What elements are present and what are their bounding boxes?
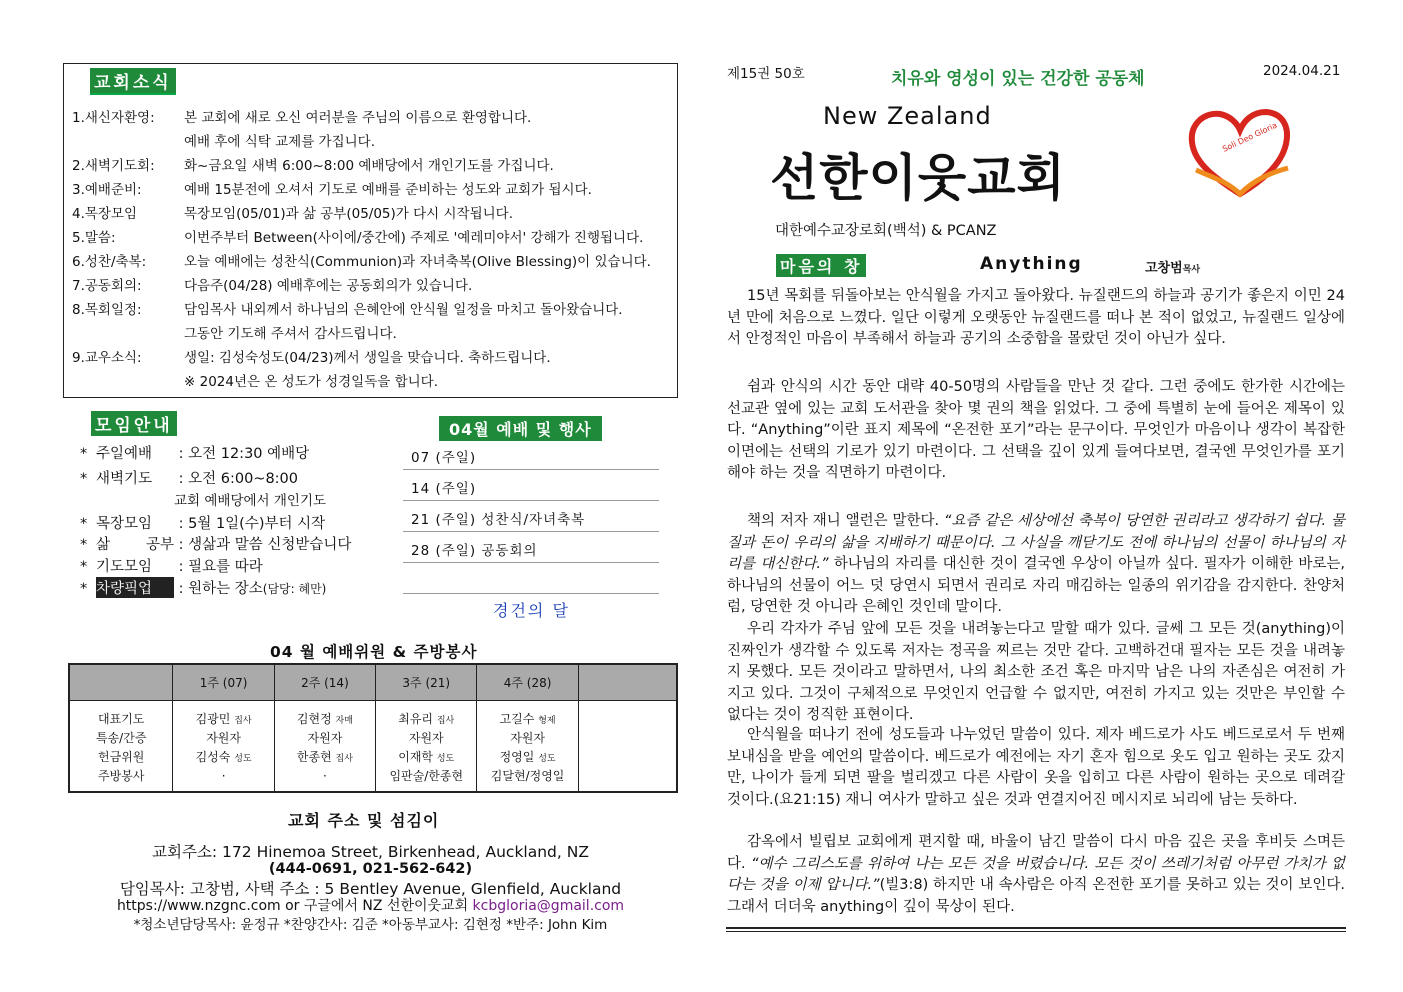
bullet-star-icon: * xyxy=(80,471,88,487)
news-item xyxy=(72,274,472,294)
news-item-label: 4.목장모임 xyxy=(72,206,138,222)
meeting-item-label: 목장모임 xyxy=(96,516,153,532)
volunteer-cell xyxy=(173,747,274,766)
volunteer-title: 집사 xyxy=(234,716,252,726)
paragraph-quote: “요즘 같은 세상에선 축복이 당연한 권리라고 생각하기 쉽다. 물질과 돈이 우리의 삶을 지배하기 때문이다. 그 사실을 깨닫기도 전에 하나님의 선물이 하나님의 자리를 대신한다.” xyxy=(727,513,1345,573)
news-item-label: 5.말씀: xyxy=(72,230,116,246)
bullet-star-icon: * xyxy=(80,516,88,532)
news-item-text: 오늘 예배에는 성찬식(Communion)과 자녀축복(Olive Blessing)이 있습니다. xyxy=(184,254,651,270)
sermon-paragraph xyxy=(727,286,1345,351)
news-item xyxy=(72,322,397,342)
role-cell: 특송/간증 xyxy=(69,728,173,747)
colon: : xyxy=(174,559,189,575)
bullet-star-icon: * xyxy=(80,559,88,575)
empty-cell xyxy=(578,728,677,747)
volunteer-title: 자매 xyxy=(335,716,353,726)
paragraph-quote: “예수 그리스도를 위하여 나는 모든 것을 버렸습니다. 모든 것이 쓰레기처럼 아무런 가치가 없다는 것을 이제 압니다.” xyxy=(727,855,1346,894)
volunteer-cell xyxy=(477,747,578,766)
sermon-paragraph xyxy=(727,832,1345,918)
news-item-text: 목장모임(05/01)과 삶 공부(05/05)가 다시 시작됩니다. xyxy=(184,206,513,222)
church-logo-heart-icon xyxy=(1188,108,1292,198)
news-item-text: 예배 15분전에 오셔서 기도로 예배를 준비하는 성도와 교회가 됩시다. xyxy=(184,182,592,198)
meeting-item-value: 교회 예배당에서 개인기도 xyxy=(174,493,327,509)
sermon-paragraph xyxy=(727,725,1345,811)
volume-number: 제15권 50호 xyxy=(727,66,805,82)
meeting-info-badge: 모임안내 xyxy=(91,411,177,436)
news-item-text: 본 교회에 새로 오신 여러분을 주님의 이름으로 환영합니다. xyxy=(184,110,532,126)
bulletin-date: 2024.04.21 xyxy=(1263,63,1341,79)
volunteer-cell xyxy=(376,747,477,766)
meeting-item-label: 주일예배 xyxy=(96,446,153,462)
church-name: 선한이웃교회 xyxy=(770,149,1066,207)
meeting-item-value: 오전 6:00~8:00 xyxy=(188,471,299,487)
news-item-text: 다음주(04/28) 예배후에는 공동회의가 있습니다. xyxy=(184,278,473,294)
colon: : xyxy=(174,516,189,532)
empty-cell xyxy=(578,747,677,766)
news-item-label: 3.예배준비: xyxy=(72,182,142,198)
meeting-item-value: 오전 12:30 예배당 xyxy=(188,446,310,462)
colon: : xyxy=(174,446,189,462)
meeting-item xyxy=(174,489,326,509)
volunteer-cell xyxy=(477,728,578,747)
volunteer-name: 고길수 xyxy=(499,712,535,726)
volunteer-title: 집사 xyxy=(436,716,455,726)
church-news-badge: 교회소식 xyxy=(90,68,176,95)
volunteer-cell xyxy=(274,701,375,729)
table-row xyxy=(69,701,677,729)
volunteer-name: 김현정 xyxy=(296,712,332,726)
email-link[interactable]: kcbgloria@gmail.com xyxy=(472,898,625,914)
table-header-row xyxy=(69,664,677,701)
volunteer-name: 임판술/한종현 xyxy=(389,769,464,783)
sermon-paragraph xyxy=(727,511,1345,619)
meeting-item-label: 기도모임 xyxy=(96,559,153,575)
address-title: 교회 주소 및 섬김이 xyxy=(288,811,440,830)
event-row: 21 (주일) 성찬식/자녀축복 xyxy=(403,502,659,532)
meeting-item xyxy=(80,577,326,598)
news-item-text: ※ 2024년은 온 성도가 성경일독을 합니다. xyxy=(184,374,438,390)
volunteer-name: 이재학 xyxy=(398,750,434,764)
meeting-item xyxy=(80,467,298,488)
volunteer-name: · xyxy=(221,768,226,783)
author-title: 목사 xyxy=(1182,265,1201,275)
colon: : xyxy=(174,471,189,487)
news-item xyxy=(72,130,375,150)
colon: : xyxy=(174,581,189,597)
sermon-paragraph xyxy=(727,619,1345,727)
role-cell: 헌금위원 xyxy=(69,747,173,766)
news-item xyxy=(72,106,531,126)
news-item xyxy=(72,178,592,198)
volunteer-cell xyxy=(173,701,274,729)
volunteer-cell xyxy=(376,701,477,729)
volunteer-name: 김광민 xyxy=(195,712,231,726)
paragraph-text: 감옥에서 빌립보 교회에게 편지할 때, 바울이 남긴 말씀이 다시 마음 깊은 곳을 후비듯 스며든다. xyxy=(727,834,1345,872)
bottom-rule xyxy=(726,927,1346,929)
worship-table-title: 04 월 예배위원 & 주방봉사 xyxy=(270,643,478,661)
paragraph-text: 15년 목회를 뒤돌아보는 안식월을 가지고 돌아왔다. 뉴질랜드의 하늘과 공기가 좋은지 이민 24년 만에 처음으로 느꼈다. 일단 이렇게 오랫동안 뉴질랜드를 떠나 본 적이 없었고, 뉴질랜드 일상에서 안정적인 마음이 부족해서 하늘과 공기의 소중함을 몰랐던 것이 아닌가 싶다. xyxy=(727,288,1345,348)
volunteer-cell xyxy=(477,701,578,729)
meeting-item-value: 5월 1일(수)부터 시작 xyxy=(188,516,326,532)
sermon-author xyxy=(1145,257,1200,276)
volunteer-name: 김성숙 xyxy=(195,750,231,764)
meeting-item-note: (담당: 혜만) xyxy=(262,582,327,596)
news-item-label: 1.새신자환영: xyxy=(72,110,155,126)
table-header-cell: 1주 (07) xyxy=(173,664,274,701)
bullet-star-icon: * xyxy=(80,581,88,597)
sermon-column-badge: 마음의 창 xyxy=(776,254,866,277)
volunteer-title: 집사 xyxy=(335,754,353,764)
table-row xyxy=(69,728,677,747)
paragraph-text-after: 하나님의 자리를 대신한 것이 결국엔 우상이 아닐까 싶다. 필자가 이해한 바로는, 하나님의 선물이 어느 덧 당연시 되면서 권리로 자리 매김하는 일종의 위기감을 감지한다. 찬양처럼, 당연한 것 아니라 은혜인 것인데 말이다. xyxy=(727,556,1345,616)
volunteer-name: 한종현 xyxy=(296,750,332,764)
news-item xyxy=(72,370,438,390)
paragraph-text: 우리 각자가 주님 앞에 모든 것을 내려놓는다고 말할 때가 있다. 글쎄 그 모든 것(anything)이 진짜인가 생각할 수 있도록 저자는 정곡을 찌르는 것만 같다. 고백하건대 필자는 모든 것을 내려놓지 못했다. 모든 것이라고 말하면서, 나의 최소한 조건 혹은 마지막 남은 나의 자존심은 여전히 가지고 있다. 그것이 구체적으로 무엇인지 언급할 수 없지만, 여전히 가지고 있는 것만은 부인할 수 없다는 것이 정직한 표현이다. xyxy=(727,621,1345,724)
church-news-box xyxy=(63,63,678,398)
volunteer-cell xyxy=(477,766,578,792)
news-item-label: 8.목회일정: xyxy=(72,302,142,318)
role-cell: 주방봉사 xyxy=(69,766,173,792)
news-item-label: 6.성찬/축복: xyxy=(72,254,147,270)
meeting-item-value: 원하는 장소 xyxy=(188,581,263,597)
church-address: 교회주소: 172 Hinemoa Street, Birkenhead, Auckland, NZ xyxy=(152,843,589,861)
table-row xyxy=(69,747,677,766)
news-item xyxy=(72,346,551,366)
meeting-item-label: 삶 공부 xyxy=(96,537,174,553)
table-header-cell xyxy=(578,664,677,701)
meeting-item xyxy=(80,442,309,463)
meeting-item-label: 차량픽업 xyxy=(96,577,174,598)
colon: : xyxy=(174,537,189,553)
table-header-cell: 3주 (21) xyxy=(376,664,477,701)
volunteer-cell xyxy=(376,766,477,792)
event-row: 14 (주일) xyxy=(403,471,659,501)
news-item-text: 이번주부터 Between(사이에/중간에) 주제로 '예레미야서' 강해가 진행됩니다. xyxy=(184,230,644,246)
website-text[interactable]: https://www.nzgnc.com or 구글에서 NZ 선한이웃교회 xyxy=(116,898,469,914)
website-line xyxy=(63,895,678,915)
news-item-label: 7.공동회의: xyxy=(72,278,142,294)
volunteer-cell xyxy=(173,766,274,792)
paragraph-text-after: (빌3:8) 하지만 내 속사람은 아직 온전한 포기를 못하고 있는 것이 보인다. 그래서 더더욱 anything이 깊이 묵상이 된다. xyxy=(727,877,1345,915)
role-cell: 대표기도 xyxy=(69,701,173,729)
meeting-item xyxy=(80,555,263,576)
volunteer-name: 자원자 xyxy=(206,731,241,745)
volunteer-cell xyxy=(173,728,274,747)
bullet-star-icon: * xyxy=(80,446,88,462)
sermon-title: Anything xyxy=(980,254,1083,274)
meeting-item-value: 필요를 따라 xyxy=(188,559,263,575)
church-phone: (444-0691, 021-562-642) xyxy=(268,861,473,877)
news-item xyxy=(72,154,554,174)
volunteer-name: 최유리 xyxy=(398,712,434,726)
volunteer-cell xyxy=(274,766,375,792)
april-events-heading: 04월 예배 및 행사 xyxy=(439,416,602,441)
news-item-text: 화~금요일 새벽 6:00~8:00 예배당에서 개인기도를 가집니다. xyxy=(184,158,554,174)
volunteer-name: 정영일 xyxy=(499,750,535,764)
empty-cell xyxy=(578,701,677,729)
table-header-cell xyxy=(69,664,173,701)
meeting-item-value: 생삶과 말씀 신청받습니다 xyxy=(188,537,352,553)
event-row: 07 (주일) xyxy=(403,440,659,470)
country-label: New Zealand xyxy=(823,102,992,130)
volunteer-name: · xyxy=(323,768,327,783)
news-item-text: 담임목사 내외께서 하나님의 은혜안에 안식월 일정을 마치고 돌아왔습니다. xyxy=(184,302,623,318)
denomination: 대한예수교장로회(백석) & PCANZ xyxy=(775,223,997,239)
table-row xyxy=(69,766,677,792)
staff-line: *청소년담당목사: 윤정규 *찬양간사: 김준 *아동부교사: 김현정 *반주: John Kim xyxy=(133,917,608,933)
volunteer-name: 김달현/정영일 xyxy=(490,769,565,783)
empty-cell xyxy=(578,766,677,792)
volunteer-title: 성도 xyxy=(234,754,252,764)
volunteer-title: 성도 xyxy=(538,754,556,764)
news-item xyxy=(72,226,643,246)
news-item-text: 예배 후에 식탁 교제를 가집니다. xyxy=(184,134,375,150)
volunteer-name: 자원자 xyxy=(510,731,545,745)
bottom-rule-thin xyxy=(726,931,1346,932)
bullet-star-icon: * xyxy=(80,537,88,553)
paragraph-text: 안식월을 떠나기 전에 성도들과 나누었던 말씀이 있다. 제자 베드로가 사도 베드로로서 두 번째 보내심을 받을 예언의 말씀이다. 베드로가 예전에는 자기 혼자 힘으로 옷도 입고 원하는 곳도 갔지만, 나이가 들게 되면 팔을 벌리겠고 다른 사람이 옷을 입히고 다른 사람이 원하는 곳으로 데려갈 것이다.(요21:15) 재니 여사가 말하고 싶은 것과 연결지어진 메시지로 뇌리에 남는 듯하다. xyxy=(727,727,1345,808)
month-theme: 경건의 달 xyxy=(493,601,570,620)
news-item-label: 2.새벽기도회: xyxy=(72,158,155,174)
event-row: 28 (주일) 공동회의 xyxy=(403,533,659,563)
volunteer-name: 자원자 xyxy=(307,731,343,745)
author-name: 고창범 xyxy=(1145,261,1183,276)
news-item xyxy=(72,250,651,270)
volunteer-name: 자원자 xyxy=(408,731,444,745)
news-item xyxy=(72,202,513,222)
volunteer-title: 형제 xyxy=(538,716,556,726)
worship-volunteers-table xyxy=(68,663,678,793)
table-header-cell: 4주 (28) xyxy=(477,664,578,701)
svg-text:Soli Deo Gloria: Soli Deo Gloria xyxy=(1221,120,1279,154)
church-motto: 치유와 영성이 있는 건강한 공동체 xyxy=(891,69,1145,89)
news-item xyxy=(72,298,623,318)
volunteer-cell xyxy=(274,728,375,747)
paragraph-text: 책의 저자 재니 앨런은 말한다. xyxy=(747,513,944,529)
table-header-cell: 2주 (14) xyxy=(274,664,375,701)
paragraph-text: 쉼과 안식의 시간 동안 대략 40-50명의 사람들을 만난 것 같다. 그런 중에도 한가한 시간에는 선교관 옆에 있는 교회 도서관을 찾아 몇 권의 책을 읽었다. 그 중에 특별히 눈에 들어온 제목이 있다. “Anything”이란 표지 제목에 “온전한 포기”라는 문구이다. 무엇인가 마음이나 생각이 복잡한 이면에는 선택의 기로가 있기 마련이다. 그 선택을 깊이 있게 들여다보면, 결국엔 무엇인가를 포기해야 하는 것을 직면하기 마련이다. xyxy=(727,379,1345,482)
meeting-item-label: 새벽기도 xyxy=(96,471,153,487)
sermon-paragraph xyxy=(727,377,1345,485)
volunteer-cell xyxy=(274,747,375,766)
event-row xyxy=(403,564,659,594)
meeting-item xyxy=(80,533,351,554)
news-item-label: 9.교우소식: xyxy=(72,350,142,366)
volunteer-title: 성도 xyxy=(436,754,455,764)
volunteer-cell xyxy=(376,728,477,747)
news-item-text: 그동안 기도해 주셔서 감사드립니다. xyxy=(184,326,397,342)
news-item-text: 생일: 김성숙성도(04/23)께서 생일을 맞습니다. 축하드립니다. xyxy=(184,350,551,366)
pastor-address: 담임목사: 고창범, 사택 주소 : 5 Bentley Avenue, Glenfield, Auckland xyxy=(119,880,622,898)
meeting-item xyxy=(80,512,325,533)
